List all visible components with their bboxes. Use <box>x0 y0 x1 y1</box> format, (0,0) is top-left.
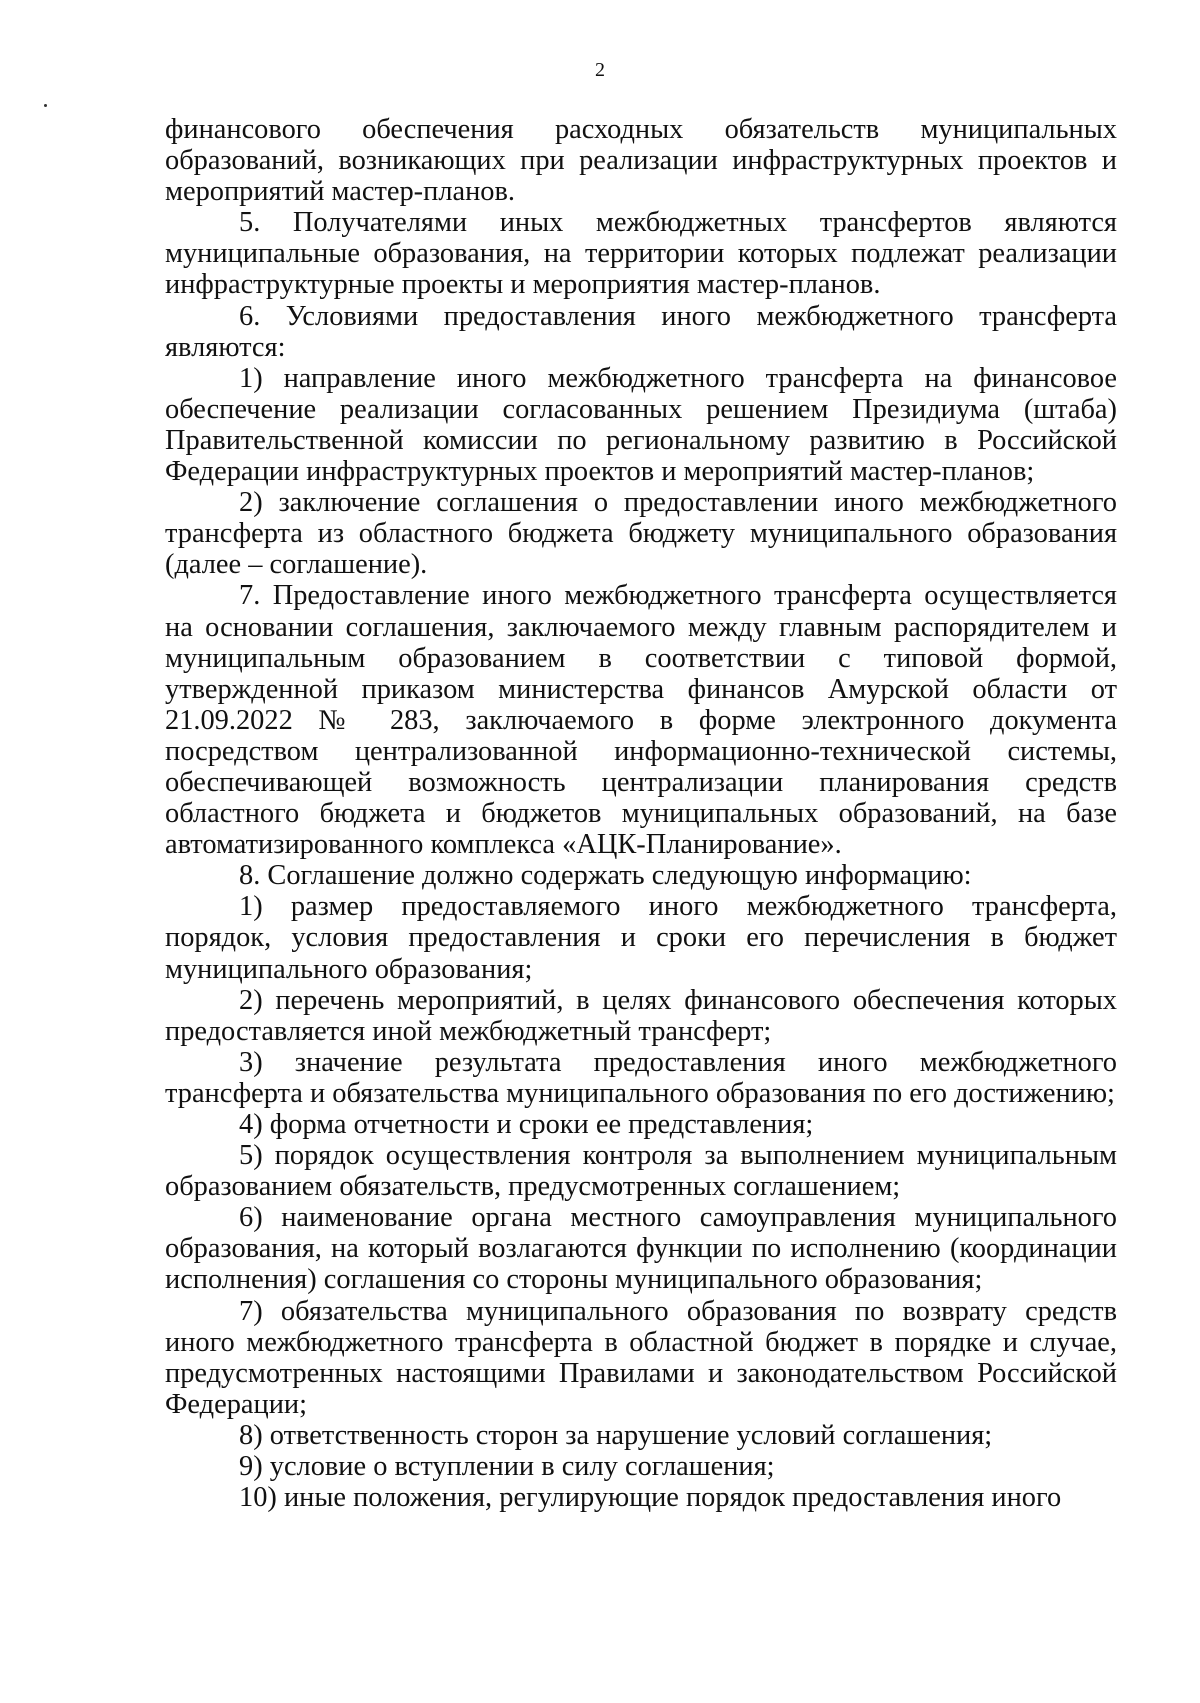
paragraph-item-6-1: 1) направление иного межбюджетного трансферта на финансовое обеспечение реализации согласованных решением Президиума (штаба) Правительственной комиссии по региональному развитию в Российской Федерации инфраструктурных проектов и мероприятий мастер-планов; <box>165 362 1117 488</box>
scan-artifact-dot <box>44 104 47 107</box>
paragraph-item-6-2: 2) заключение соглашения о предоставлении иного межбюджетного трансферта из областного бюджета бюджету муниципального образования (далее – соглашение). <box>165 487 1117 581</box>
paragraph-item-8-5: 5) порядок осуществления контроля за выполнением муниципальным образованием обязательств, предусмотренных соглашением; <box>165 1140 1117 1203</box>
paragraph-item-8-10: 10) иные положения, регулирующие порядок предоставления иного <box>239 1482 1062 1514</box>
paragraph-item-8-8: 8) ответственность сторон за нарушение условий соглашения; <box>239 1419 993 1451</box>
paragraph-item-8: 8. Соглашение должно содержать следующую информацию: <box>239 860 972 892</box>
paragraph-continuation: финансового обеспечения расходных обязательств муниципальных образований, возникающих при реализации инфраструктурных проектов и мероприятий мастер-планов. <box>165 114 1117 208</box>
paragraph-item-6: 6. Условиями предоставления иного межбюджетного трансферта являются: <box>165 300 1117 363</box>
document-body <box>165 114 1117 1513</box>
paragraph-item-8-6: 6) наименование органа местного самоуправления муниципального образования, на который возлагаются функции по исполнению (координации исполнения) соглашения со стороны муниципального образования; <box>165 1202 1117 1296</box>
paragraph-item-7: 7. Предоставление иного межбюджетного трансферта осуществляется на основании соглашения, заключаемого между главным распорядителем и муниципальным образованием в соответствии с типовой формой, утвержденной приказом министерства финансов Амурской области от 21.09.2022 № 283, заключаемого в форме электронного документа посредством централизованной информационно-технической системы, обеспечивающей возможность централизации планирования средств областного бюджета и бюджетов муниципальных образований, на базе автоматизированного комплекса «АЦК-Планирование». <box>165 580 1117 861</box>
paragraph-item-8-2: 2) перечень мероприятий, в целях финансового обеспечения которых предоставляется иной межбюджетный трансферт; <box>165 984 1117 1047</box>
paragraph-item-8-9: 9) условие о вступлении в силу соглашения; <box>239 1451 775 1483</box>
paragraph-item-8-7: 7) обязательства муниципального образования по возврату средств иного межбюджетного трансферта в областной бюджет в порядке и случае, предусмотренных настоящими Правилами и законодательством Российской Федерации; <box>165 1295 1117 1420</box>
paragraph-item-8-1: 1) размер предоставляемого иного межбюджетного трансферта, порядок, условия предоставления и сроки его перечисления в бюджет муниципального образования; <box>165 891 1117 985</box>
paragraph-item-8-3: 3) значение результата предоставления иного межбюджетного трансферта и обязательства муниципального образования по его достижению; <box>165 1046 1117 1109</box>
page-number: 2 <box>595 59 605 81</box>
paragraph-item-5: 5. Получателями иных межбюджетных трансфертов являются муниципальные образования, на территории которых подлежат реализации инфраструктурные проекты и мероприятия мастер-планов. <box>165 207 1117 301</box>
paragraph-item-8-4: 4) форма отчетности и сроки ее представления; <box>239 1109 814 1140</box>
